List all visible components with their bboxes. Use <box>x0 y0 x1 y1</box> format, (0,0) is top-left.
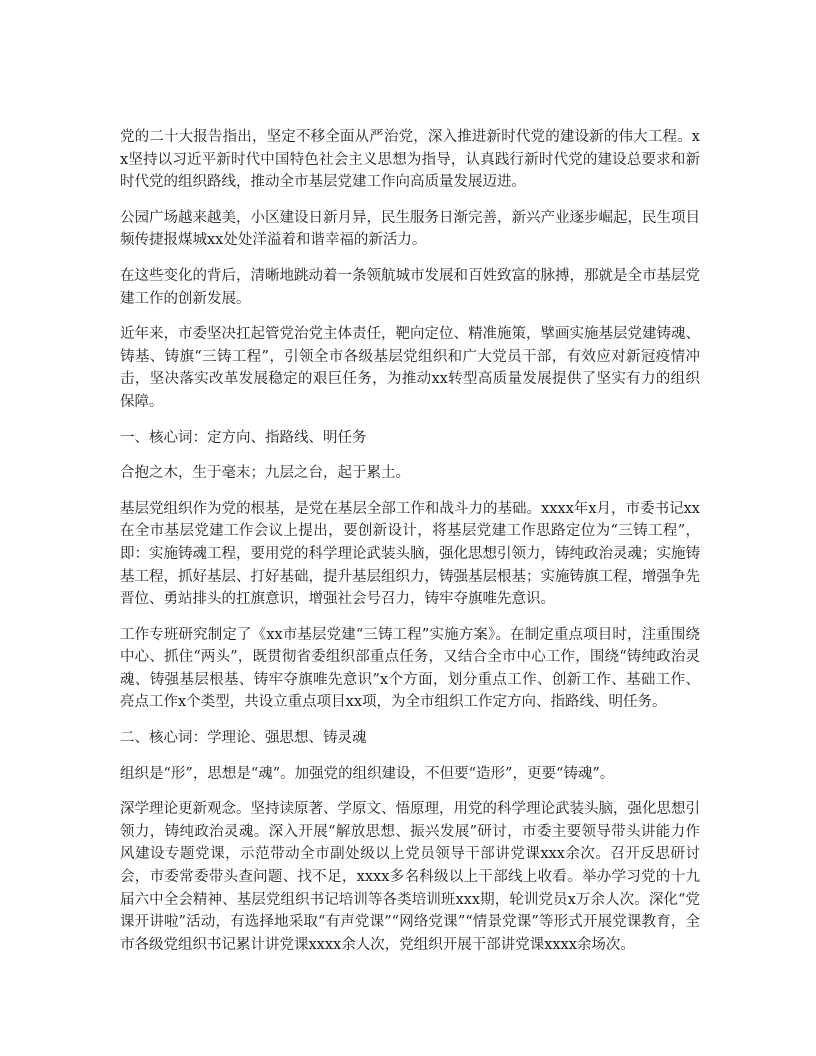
section-heading-1: 一、核心词：定方向、指路线、明任务 <box>120 429 367 446</box>
paragraph-form-soul: 组织是“形”，思想是“魂”。加强党的组织建设，不但要“造形”，更要“铸魂”。 <box>120 765 615 782</box>
section-heading-2: 二、核心词：学理论、强思想、铸灵魂 <box>120 730 367 747</box>
document-page <box>120 126 700 969</box>
paragraph-work-plan: 工作专班研究制定了《xx市基层党建“三铸工程”实施方案》。在制定重点项目时，注重围绕中心、抓住“两头”，既贯彻省委组织部重点任务，又结合全市中心工作，围绕“铸纯政治灵魂、铸强基层根基、铸牢夺旗唯先意识”x个方面，划分重点工作、创新工作、基础工作、亮点工作x个类型，共设立重点项目xx项，为全市组织工作定方向、指路线、明任务。 <box>120 626 700 711</box>
paragraph-intro: 党的二十大报告指出，坚定不移全面从严治党，深入推进新时代党的建设新的伟大工程。xx坚持以习近平新时代中国特色社会主义思想为指导，认真践行新时代党的建设总要求和新时代党的组织路线，推动全市基层党建工作向高质量发展迈进。 <box>120 129 700 191</box>
paragraph-proverb: 合抱之木，生于毫末；九层之台，起于累土。 <box>120 465 410 482</box>
paragraph-foundation: 基层党组织作为党的根基，是党在基层全部工作和战斗力的基础。xxxx年x月，市委书记xx在全市基层党建工作会议上提出，要创新设计，将基层党建工作思路定位为“三铸工程”，即：实施铸魂工程，要用党的科学理论武装头脑，强化思想引领力，铸纯政治灵魂；实施铸基工程，抓好基层、打好基础，提升基层组织力，铸强基层根基；实施铸旗工程，增强争先晋位、勇站排头的扛旗意识，增强社会号召力，铸牢夺旗唯先意识。 <box>120 500 700 608</box>
paragraph-deep-study: 深学理论更新观念。坚持读原著、学原文、悟原理，用党的科学理论武装头脑，强化思想引领力，铸纯政治灵魂。深入开展“解放思想、振兴发展”研讨，市委主要领导带头讲能力作风建设专题党课，示范带动全市副处级以上党员领导干部讲党课xxx余次。召开反思研讨会，市委常委带头查问题、找不足，xxxx多名科级以上干部线上收看。举办学习党的十九届六中全会精神、基层党组织书记培训等各类培训班xxx期，轮训党员x万余人次。深化“党课开讲啦”活动，有选择地采取“有声党课”“网络党课”“情景党课”等形式开展党课教育，全市各级党组织书记累计讲党课xxxx余人次，党组织开展干部讲党课xxxx余场次。 <box>120 801 700 953</box>
paragraph-recent-years: 近年来，市委坚决扛起管党治党主体责任，靶向定位、精准施策，擘画实施基层党建铸魂、铸基、铸旗“三铸工程”，引领全市各级基层党组织和广大党员干部，有效应对新冠疫情冲击，坚决落实改革发展稳定的艰巨任务，为推动xx转型高质量发展提供了坚实有力的组织保障。 <box>120 326 700 410</box>
paragraph-city-changes: 公园广场越来越美，小区建设日新月异，民生服务日渐完善，新兴产业逐步崛起，民生项目频传捷报煤城xx处处洋溢着和谐幸福的新活力。 <box>120 209 700 249</box>
paragraph-behind-changes: 在这些变化的背后，清晰地跳动着一条领航城市发展和百姓致富的脉搏，那就是全市基层党建工作的创新发展。 <box>120 267 700 307</box>
